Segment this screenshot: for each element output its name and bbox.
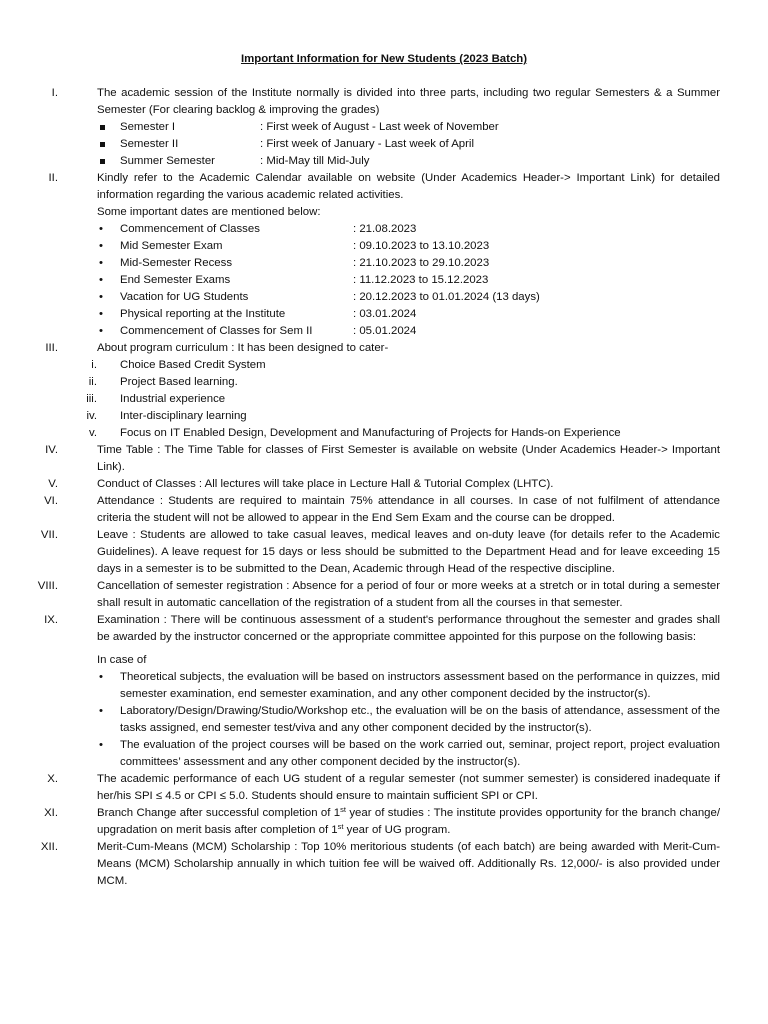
bullet-icon: •: [99, 291, 103, 303]
bullet-icon: •: [99, 223, 103, 235]
bullet-icon: •: [99, 257, 103, 269]
section-number: III.: [45, 342, 58, 354]
section-3: [0, 340, 768, 357]
section-number: IX.: [44, 614, 58, 626]
date-item: [0, 289, 768, 306]
date-value: : 09.10.2023 to 13.10.2023: [353, 240, 490, 252]
section-4: [0, 442, 768, 476]
square-bullet-icon: [100, 142, 105, 147]
roman-number: v.: [88, 427, 97, 439]
section-number: XII.: [40, 841, 58, 853]
list-item: [0, 374, 768, 391]
semester-item: [0, 119, 768, 136]
evaluation-item: [0, 703, 768, 737]
document-title: Important Information for New Students (2023 Batch): [240, 53, 528, 65]
section-text: Some important dates are mentioned below:: [97, 206, 321, 218]
section-text: Kindly refer to the Academic Calendar available on website (Under Academics Header-> Important Link) for detailed information regarding the various academic related activities.: [97, 172, 720, 201]
date-value: : 20.12.2023 to 01.01.2024 (13 days): [353, 291, 540, 303]
section-text-part: Branch Change after successful completion of 1: [97, 807, 341, 819]
roman-number: iv.: [86, 410, 97, 422]
list-item-text: Industrial experience: [120, 393, 226, 405]
section-text: About program curriculum : It has been designed to cater-: [97, 342, 389, 354]
date-label: Commencement of Classes: [120, 223, 260, 235]
list-item: [0, 357, 768, 374]
bullet-icon: •: [99, 308, 103, 320]
semester-label: Semester I: [120, 121, 176, 133]
date-item: [0, 323, 768, 340]
section-number: V.: [48, 478, 58, 490]
section-text-part: year of UG program.: [343, 824, 451, 836]
date-label: Commencement of Classes for Sem II: [120, 325, 313, 337]
list-item: [0, 408, 768, 425]
section-text: Cancellation of semester registration : Absence for a period of four or more weeks at a stretch or in total during a semester shall result in automatic cancellation of the registration of a student from all the courses in that semester.: [97, 580, 720, 609]
date-item: [0, 221, 768, 238]
section-9-incase: [0, 652, 768, 669]
section-5: [0, 476, 768, 493]
bullet-icon: •: [99, 705, 103, 717]
semester-item: [0, 153, 768, 170]
section-number: VI.: [44, 495, 58, 507]
section-10: [0, 771, 768, 805]
square-bullet-icon: [100, 125, 105, 130]
date-value: : 11.12.2023 to 15.12.2023: [353, 274, 489, 286]
date-item: [0, 306, 768, 323]
semester-value: : First week of January - Last week of April: [260, 138, 474, 150]
evaluation-text: Laboratory/Design/Drawing/Studio/Workshop etc., the evaluation will be on the basis of attendance, assessment of the tasks assigned, end semester test/viva and any other component decided by the instructor(s).: [120, 705, 720, 734]
bullet-icon: •: [99, 274, 103, 286]
semester-label: Semester II: [120, 138, 179, 150]
section-6: [0, 493, 768, 527]
list-item-text: Inter-disciplinary learning: [120, 410, 247, 422]
section-text: The academic session of the Institute normally is divided into three parts, including two regular Semesters & a Summer Semester (For clearing backlog & improving the grades): [97, 87, 720, 116]
square-bullet-icon: [100, 159, 105, 164]
evaluation-text: Theoretical subjects, the evaluation will be based on instructors assessment based on the performance in quizzes, mid semester examination, end semester examination, and any other component decided by the instructor(s).: [120, 671, 720, 700]
evaluation-item: [0, 669, 768, 703]
date-label: Physical reporting at the Institute: [120, 308, 286, 320]
section-text: The academic performance of each UG student of a regular semester (not summer semester) is considered inadequate if her/his SPI ≤ 4.5 or CPI ≤ 5.0. Students should ensure to maintain sufficient SPI or CPI.: [97, 773, 720, 802]
date-value: : 03.01.2024: [353, 308, 417, 320]
section-number: II.: [48, 172, 58, 184]
date-item: [0, 255, 768, 272]
semester-value: : Mid-May till Mid-July: [260, 155, 370, 167]
section-number: IV.: [45, 444, 58, 456]
section-text-part: year of studies : The institute provides opportunity for the branch change/ upgradation on merit basis after completion of 1: [97, 807, 720, 836]
date-value: : 05.01.2024: [353, 325, 417, 337]
section-text: Attendance : Students are required to maintain 75% attendance in all courses. In case of not fulfilment of attendance criteria the student will not be allowed to appear in the End Sem Exam and the course can be dropped.: [97, 495, 720, 524]
section-text: Leave : Students are allowed to take casual leaves, medical leaves and on-duty leave (for details refer to the Academic Guidelines). A leave request for 15 days or less should be submitted to the Department Head and for leave exceeding 15 days in a semester is to be submitted to the Dean, Academic through Head of the respective discipline.: [97, 529, 720, 575]
list-item: [0, 425, 768, 442]
section-text: Examination : There will be continuous assessment of a student's performance throughout the semester and grades shall be awarded by the instructor concerned or the appropriate committee appointed for this purpose on the following basis:: [97, 614, 720, 643]
superscript: st: [337, 822, 344, 831]
bullet-icon: •: [99, 671, 103, 683]
list-item: [0, 391, 768, 408]
section-text: Merit-Cum-Means (MCM) Scholarship : Top 10% meritorious students (of each batch) are being awarded with Merit-Cum-Means (MCM) Scholarship annually in which tuition fee will be waived off. Additionally Rs. 12,000/- is also provided under MCM.: [97, 841, 720, 887]
section-12: [0, 839, 768, 890]
date-label: Vacation for UG Students: [120, 291, 249, 303]
bullet-icon: •: [99, 739, 103, 751]
bullet-icon: •: [99, 240, 103, 252]
section-number: VIII.: [37, 580, 58, 592]
date-item: [0, 272, 768, 289]
section-11: [0, 805, 768, 839]
date-item: [0, 238, 768, 255]
section-text: Time Table : The Time Table for classes of First Semester is available on website (Under Academics Header-> Important Link).: [97, 444, 720, 473]
list-item-text: Choice Based Credit System: [120, 359, 266, 371]
section-2: [0, 170, 768, 204]
evaluation-text: The evaluation of the project courses will be based on the work carried out, seminar, project report, project evaluation committees’ assessment and any other component decided by the instructor(s).: [120, 739, 720, 768]
section-text: In case of: [97, 654, 147, 666]
superscript: st: [340, 805, 346, 814]
roman-number: ii.: [88, 376, 97, 388]
section-number: I.: [51, 87, 58, 99]
section-1: [0, 85, 768, 119]
section-9: [0, 612, 768, 646]
section-8: [0, 578, 768, 612]
section-text: Conduct of Classes : All lectures will take place in Lecture Hall & Tutorial Complex (LHTC).: [97, 478, 554, 490]
roman-number: iii.: [86, 393, 97, 405]
date-label: Mid-Semester Recess: [120, 257, 233, 269]
section-text: [97, 807, 720, 836]
semester-value: : First week of August - Last week of November: [260, 121, 499, 133]
date-label: Mid Semester Exam: [120, 240, 223, 252]
section-7: [0, 527, 768, 578]
roman-number: i.: [91, 359, 97, 371]
section-number: XI.: [44, 807, 58, 819]
list-item-text: Project Based learning.: [120, 376, 238, 388]
section-2-subtext: [0, 204, 768, 221]
date-label: End Semester Exams: [120, 274, 231, 286]
date-value: : 21.10.2023 to 29.10.2023: [353, 257, 490, 269]
section-number: X.: [47, 773, 58, 785]
document-body: [0, 85, 768, 890]
date-value: : 21.08.2023: [353, 223, 417, 235]
bullet-icon: •: [99, 325, 103, 337]
section-number: VII.: [40, 529, 58, 541]
semester-item: [0, 136, 768, 153]
list-item-text: Focus on IT Enabled Design, Development and Manufacturing of Projects for Hands-on Experience: [120, 427, 621, 439]
semester-label: Summer Semester: [120, 155, 215, 167]
evaluation-item: [0, 737, 768, 771]
